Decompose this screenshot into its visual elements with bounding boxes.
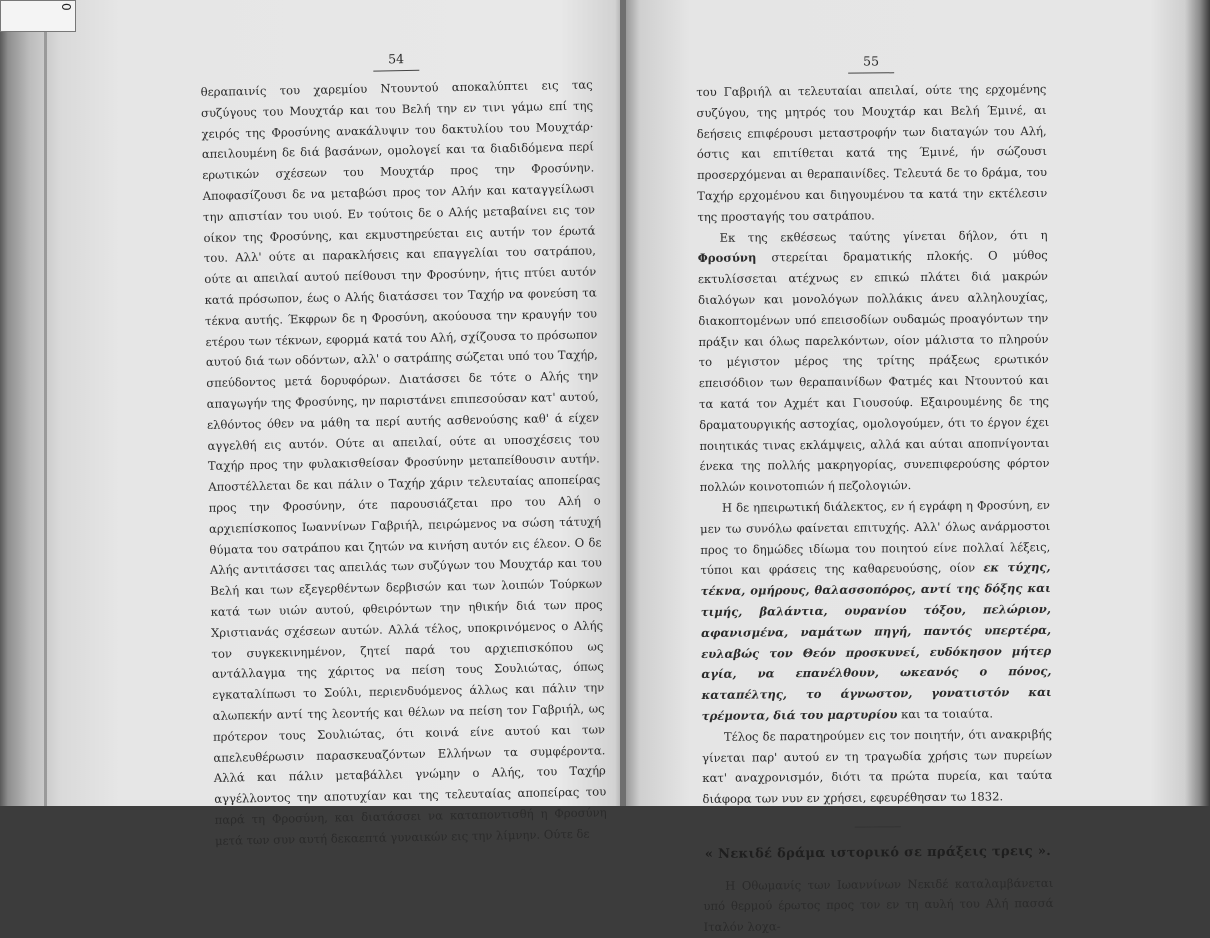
- page-edge: [44, 30, 47, 806]
- left-page-text: θεραπαινίς του χαρεμίου Ντουντού αποκαλύπτει εις τας συζύγους του Μουχτάρ και του Βελή την εν τινι γάμω επί της χειρός της Φροσύνης ανακάλυψιν του δακτυλίου του Μουχτάρ· απειλουμένη δε διά βασάνων, ομολογεί και τα διαδιδόμενα περί ερωτικών σχέσεων του Μουχτάρ προς την Φροσύνην. Αποφασίζουσι δε να μεταβώσι προς τον Αλήν και καταγγείλωσι την απιστίαν του υιού. Εν τούτοις δε ο Αλής μεταβαίνει εις τον οίκον της Φροσύνης, και εκμυστηρεύεται εις αυτήν τον έρωτά του. Αλλ' ούτε αι παρακλήσεις και επαγγελίαι του σατράπου, ούτε αι απειλαί αυτού πείθουσι την Φροσύνην, ήτις πτύει αυτόν κατά πρόσωπον, έως ο Αλής διατάσσει τον Ταχήρ να φονεύση τα τέκνα αυτής. Έκφρων δε η Φροσύνη, ακούουσα την κραυγήν του ετέρου των τέκνων, εφορμά κατά του Αλή, σχίζουσα το πρόσωπον αυτού διά των οδόντων, αλλ' ο σατράπης σώζεται υπό του Ταχήρ, σπεύδοντος μετά δορυφόρων. Διατάσσει δε τότε ο Αλής την απαγωγήν της Φροσύνης, ην παριστάνει επιπεσούσαν κατ' αυτού, ελθόντος όθεν να μάθη τα περί αυτής ασθενούσης καθ' ά είχεν αγγελθή εις αυτόν. Ούτε αι απειλαί, ούτε αι υποσχέσεις του Ταχήρ προς την φυλακισθείσαν Φροσύνην μεταπείθουσιν αυτήν. Αποστέλλεται δε και πάλιν ο Ταχήρ χάριν τελευταίας αποπείρας προς την Φροσύνην, ότε παρουσιάζεται προ του Αλή ο αρχιεπίσκοπος Ιωαννίνων Γαβριήλ, πειρώμενος να σώση τάτυχή θύματα του σατράπου και ζητών να κινήση αυτόν εις έλεον. Ο δε Αλής αντιτάσσει τας απειλάς των συζύγων του Μουχτάρ και του Βελή και των εξεγερθέντων δερβισών και των λοιπών Τούρκων κατά των υιών αυτού, φθειρόντων την ηθικήν διά των προς Χριστιανάς σχέσεων αυτών. Αλλά τέλος, υποκρινόμενος ο Αλής τον συγκεκινημένον, ζητεί παρά του αρχιεπισκόπου ως αντάλλαγμα της χάριτος να πείση τους Σουλιώτας, όπως εγκαταλίπωσι το Σούλι, περιενδυόμενος άλλως και πάλιν την αλωπεκήν αντί της λεοντής και θέλων να πείση τον Γαβριήλ, ως πρότερον τους Σουλιώτας, ότι κοινά είνε αυτού και των απελευθέρωσιν παρασκευαζόντων Ελλήνων τα συμφέροντα. Αλλά και πάλιν μεταβάλλει γνώμην ο Αλής, του Ταχήρ αγγέλλοντος την αποτυχίαν και της τελευταίας αποπείρας του παρά τη Φροσύνη, και διατάσσει να καταποντισθή η Φροσύνη μετά των συν αυτή δεκαεπτά γυναικών εις την λίμνην. Ούτε δε: [200, 77, 607, 848]
- page-number-right: 55: [863, 53, 880, 69]
- para3-examples: εκ τύχης, τέκνα, ομήρους, θαλασσοπόρος, αντί της δόξης και τιμής, βαλάντια, ουρανίου τόξου, πελώριον, αφανισμένα, ναμάτων πηγή, παντός υπερτέρα, ευλαβώς τον Θεόν προσκυνεί, ευδόκησον μήτερ αγία, να επανέλθουν, ωκεανός ο πόνος, καταπέλτης, το άγνωστον, γονατιστόν και τρέμοντα, διά του μαρτυρίου: [700, 560, 1052, 723]
- left-page: [200, 48, 607, 851]
- right-para-4: Τέλος δε παρατηρούμεν εις τον ποιητήν, ότι ανακριβής γίνεται παρ' αυτού εν τη τραγωδία χρήσις των πυρείων κατ' αναχρονισμόν, διότι τα πρώτα πυρεία, και ταύτα διάφορα των νυν εν χρήσει, εφευρέθησαν τω 1832.: [702, 726, 1053, 807]
- page-number-rule: [848, 72, 894, 73]
- corner-label-text: 0: [59, 3, 73, 12]
- para3-start: Η δε ηπειρωτική διάλεκτος, εν ή εγράφη η Φροσύνη, εν μεν τω συνόλω φαίνεται επιτυχής. Αλλ' όλως ανάρμοστοι προς το δημώδες ιδίωμα του ποιητού είνε πολλαί λέξεις, τύποι και φράσεις της καθαρευούσης, οίον: [700, 497, 1051, 578]
- page-number-rule: [373, 70, 419, 72]
- para2-start: Εκ της εκθέσεως ταύτης γίνεται δήλον, ότι η: [719, 227, 1048, 245]
- right-para-2: [697, 225, 1049, 498]
- right-page: [696, 53, 1054, 938]
- para2-bold: Φροσύνη: [697, 250, 757, 266]
- section-divider: [855, 826, 901, 827]
- section-heading: « Νεκιδέ δράμα ιστορικό σε πράξεις τρεις ».: [704, 843, 1052, 862]
- para3-end: και τα τοιαύτα.: [900, 706, 994, 722]
- right-para-3: [700, 495, 1052, 727]
- para2-rest: στερείται δραματικής πλοκής. Ο μύθος εκτυλίσσεται ατέχνως εν επικώ πλάτει διά μακρών διαλόγων και μονολόγων πολλάκις άνευ αλληλουχίας, διακοπτομένων υπό επεισοδίων ουδαμώς προαγόντων την πράξιν και όλως παρελκόντων, οίον μάλιστα το πληρούν το μέγιστον μέρος της τρίτης πράξεως ερωτικόν επεισόδιον των θεραπαινίδων Φατμές και Ντουντού και τα κατά τον Αχμέτ και Γιουσούφ. Εξαιρουμένης δε της δραματουργικής αστοχίας, ομολογούμεν, ότι το έργον έχει ποιητικάς τινας εκλάμψεις, αλλά και αύται αποπνίγονται ένεκα της πολλής μακρηγορίας, συνεπιφερούσης φόρτον πολλών κοινοτοπιών ή πεζολογιών.: [697, 248, 1050, 495]
- page-number-left: 54: [387, 51, 405, 67]
- book-gutter: [620, 0, 626, 806]
- right-para-1: του Γαβριήλ αι τελευταίαι απειλαί, ούτε της ερχομένης συζύγου, της μητρός του Μουχτάρ και Βελή Έμινέ, αι δεήσεις επιφέρουσι μεταστροφήν των διαταγών του Αλή, όστις και επιτίθεται κατά της Έμινέ, ήν σώζουσι προσερχόμεναι αι θεραπαινίδες. Τελευτά δε το δράμα, του Ταχήρ ερχομένου και διηγουμένου τα κατά την εκτέλεσιν της προσταγής του σατράπου.: [696, 81, 1048, 224]
- corner-label: [0, 0, 76, 32]
- right-para-5: Η Οθωμανίς των Ιωαννίνων Νεκιδέ καταλαμβάνεται υπό θερμού έρωτος προς τον εν τη αυλή του Αλή πασσά Ιταλόν λοχα-: [703, 875, 1054, 935]
